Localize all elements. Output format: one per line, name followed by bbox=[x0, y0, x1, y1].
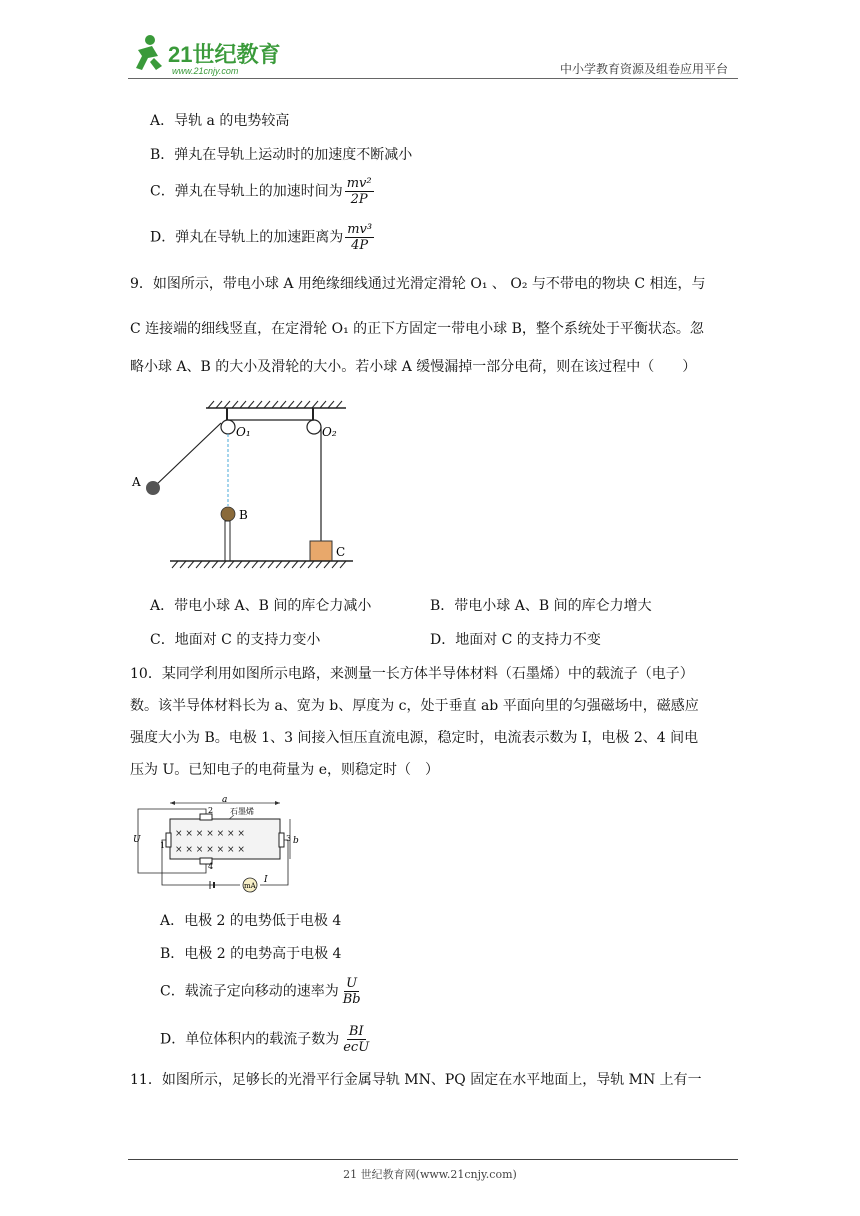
q8-option-d-fraction: $\frac{\text{mv³}}{4P}$ bbox=[347, 222, 373, 253]
label-ma: mA bbox=[244, 882, 256, 890]
ball-a bbox=[146, 481, 160, 495]
label-material: 石墨烯 bbox=[230, 807, 254, 816]
q9-option-d: D．地面对 C 的支持力不变 bbox=[430, 632, 601, 648]
q9-option-b: B．带电小球 A、B 间的库仑力增大 bbox=[430, 598, 652, 614]
label-u: U bbox=[133, 835, 141, 845]
header-platform-name: 中小学教育资源及组卷应用平台 bbox=[559, 62, 728, 76]
q9-text-line2: C 连接端的细线竖直，在定滑轮 O₁ 的正下方固定一带电小球 B，整个系统处于平衡状态。忽 bbox=[130, 321, 704, 337]
q8-option-c-fraction: $\frac{\text{mv²}}{2P}$ bbox=[346, 176, 372, 207]
q10-text-line1: 10．某同学利用如图所示电路，来测量一长方体半导体材料（石墨烯）中的载流子（电子） bbox=[130, 666, 694, 682]
q10-figure bbox=[130, 797, 300, 893]
label-e4: 4 bbox=[208, 862, 214, 871]
pulley-o1 bbox=[221, 420, 235, 434]
label-e1: 1 bbox=[160, 841, 166, 850]
q10-text-line3: 强度大小为 B。电极 1、3 间接入恒压直流电源，稳定时，电流表示数为 I，电极 2、4 间电 bbox=[130, 730, 699, 746]
site-logo bbox=[128, 30, 288, 82]
logo-url: www.21cnjy.com bbox=[172, 66, 239, 76]
q8-option-c-text: C．弹丸在导轨上的加速时间为 bbox=[150, 183, 343, 200]
q8-option-b: B．弹丸在导轨上运动时的加速度不断减小 bbox=[150, 147, 413, 163]
label-a: a bbox=[222, 797, 228, 805]
q10-option-a: A．电极 2 的电势低于电极 4 bbox=[160, 913, 342, 929]
q10-option-c-text: C．载流子定向移动的速率为 bbox=[160, 983, 339, 1000]
header-divider bbox=[128, 78, 738, 79]
q9-option-a: A．带电小球 A、B 间的库仑力减小 bbox=[150, 598, 372, 614]
q10-text-line2: 数。该半导体材料长为 a、宽为 b、厚度为 c，处于垂直 ab 平面向里的匀强磁场中，磁感应 bbox=[130, 698, 699, 714]
q9-figure bbox=[128, 398, 358, 573]
logo-text: 21世纪教育 bbox=[168, 42, 281, 67]
q11-text-line1: 11．如图所示，足够长的光滑平行金属导轨 MN、PQ 固定在水平地面上，导轨 MN 上有一 bbox=[130, 1072, 702, 1088]
q8-option-d bbox=[150, 222, 374, 253]
q8-option-d-text: D．弹丸在导轨上的加速距离为 bbox=[150, 229, 344, 246]
label-e3: 3 bbox=[286, 834, 292, 843]
q8-option-c bbox=[150, 176, 374, 207]
label-o1: O₁ bbox=[236, 425, 251, 439]
q9-option-c: C．地面对 C 的支持力变小 bbox=[150, 632, 321, 648]
q10-text-line4: 压为 U。已知电子的电荷量为 e，则稳定时（ ） bbox=[130, 762, 439, 778]
label-e2: 2 bbox=[208, 806, 214, 815]
q10-option-d-fraction: $\frac{BI}{\text{ecU}}$ bbox=[343, 1024, 370, 1055]
label-c: C bbox=[336, 545, 346, 559]
label-b: B bbox=[239, 508, 248, 522]
q9-text-line3: 略小球 A、B 的大小及滑轮的大小。若小球 A 缓慢漏掉一部分电荷，则在该过程中（ ） bbox=[130, 359, 697, 375]
label-a: A bbox=[132, 475, 141, 489]
q10-option-c bbox=[160, 976, 363, 1007]
footer-divider bbox=[128, 1159, 738, 1160]
pulley-o2 bbox=[307, 420, 321, 434]
q10-option-b: B．电极 2 的电势高于电极 4 bbox=[160, 946, 342, 962]
q8-option-a: A．导轨 a 的电势较高 bbox=[150, 113, 290, 129]
q10-option-d bbox=[160, 1024, 371, 1055]
svg-text:× × × × × × ×: × × × × × × × bbox=[175, 829, 245, 839]
label-b: b bbox=[293, 836, 299, 846]
q10-option-d-text: D．单位体积内的载流子数为 bbox=[160, 1031, 340, 1048]
footer-text: 21 世纪教育网(www.21cnjy.com) bbox=[343, 1168, 517, 1181]
svg-text:× × × × × × ×: × × × × × × × bbox=[175, 845, 245, 855]
label-i: I bbox=[264, 875, 268, 885]
ball-b bbox=[221, 507, 235, 521]
block-c bbox=[310, 541, 332, 561]
q10-option-c-fraction: $\frac{U}{Bb}$ bbox=[342, 976, 361, 1007]
q9-text-line1: 9．如图所示，带电小球 A 用绝缘细线通过光滑定滑轮 O₁ 、 O₂ 与不带电的物块 C 相连，与 bbox=[130, 276, 706, 292]
label-o2: O₂ bbox=[322, 425, 337, 439]
